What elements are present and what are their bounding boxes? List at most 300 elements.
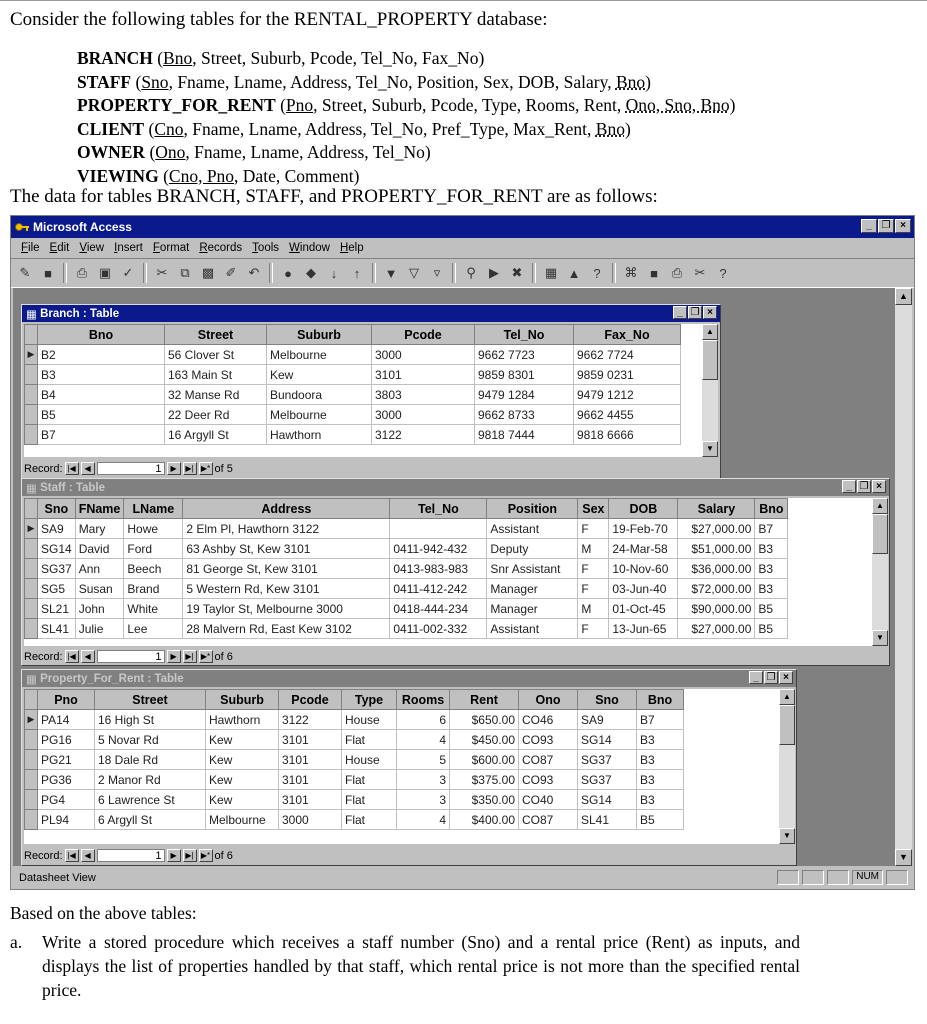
cell[interactable]: Assistant (487, 619, 578, 639)
row-selector[interactable] (25, 425, 38, 445)
property-grid (24, 689, 779, 844)
help-icon-2[interactable]: ? (719, 265, 727, 281)
record-number-input[interactable]: 1 (97, 462, 165, 475)
cell[interactable]: Kew (206, 750, 279, 770)
schema-row (77, 141, 735, 165)
cell[interactable]: Julie (75, 619, 124, 639)
cell[interactable]: 9662 8733 (475, 405, 574, 425)
cell[interactable]: B2 (38, 345, 165, 365)
record-number-input[interactable]: 1 (97, 650, 165, 663)
cell[interactable]: B3 (637, 730, 684, 750)
column-header-sex[interactable]: Sex (578, 499, 609, 519)
cell[interactable]: Flat (342, 810, 397, 830)
cell[interactable]: M (578, 599, 609, 619)
close-button[interactable]: × (895, 219, 911, 233)
cell[interactable]: 5 Novar Rd (95, 730, 206, 750)
column-header-tel-no[interactable]: Tel_No (390, 499, 487, 519)
column-header-address[interactable]: Address (183, 499, 390, 519)
app-title: Microsoft Access (33, 220, 132, 234)
paren: ) (624, 118, 631, 139)
restore-button[interactable]: ❐ (878, 219, 894, 233)
cell[interactable]: CO40 (519, 790, 578, 810)
cell[interactable]: 9479 1212 (574, 385, 681, 405)
cell[interactable]: Beech (124, 559, 183, 579)
new-record-nav-icon[interactable]: ▶* (199, 462, 213, 475)
cell[interactable]: 19-Feb-70 (609, 519, 678, 539)
cell[interactable]: 0411-942-432 (390, 539, 487, 559)
next-record-icon[interactable]: ▶ (167, 462, 181, 475)
cell[interactable]: $90,000.00 (678, 599, 755, 619)
filter-by-selection-icon[interactable]: ▼ (384, 265, 398, 281)
column-header-ono[interactable]: Ono (519, 690, 578, 710)
paste-icon[interactable]: ▩ (201, 265, 215, 280)
cell[interactable]: B5 (755, 619, 788, 639)
menu-records[interactable]: Records (199, 242, 243, 254)
column-header-fax-no[interactable]: Fax_No (574, 325, 681, 345)
property-close-button[interactable]: × (779, 671, 793, 684)
column-header-rooms[interactable]: Rooms (397, 690, 450, 710)
cell[interactable]: SG14 (578, 790, 637, 810)
top-rule (0, 0, 927, 1)
cell[interactable]: $350.00 (450, 790, 519, 810)
cell[interactable]: B3 (755, 579, 788, 599)
menu-insert[interactable]: Insert (114, 242, 143, 254)
cell[interactable]: 01-Oct-45 (609, 599, 678, 619)
cell[interactable]: 0413-983-983 (390, 559, 487, 579)
column-header-bno[interactable]: Bno (637, 690, 684, 710)
last-record-icon[interactable]: ▶| (183, 650, 197, 663)
row-selector[interactable] (25, 365, 38, 385)
column-header-salary[interactable]: Salary (678, 499, 755, 519)
cell[interactable]: B7 (38, 425, 165, 445)
scroll-up-arrow-icon[interactable]: ▲ (872, 498, 888, 514)
cell[interactable]: Susan (75, 579, 124, 599)
select-all-corner[interactable] (25, 690, 38, 710)
column-header-sno[interactable]: Sno (578, 690, 637, 710)
cell[interactable]: 0411-002-332 (390, 619, 487, 639)
undo-icon[interactable]: ↶ (248, 265, 260, 280)
property-minimize-button[interactable]: _ (749, 671, 763, 684)
primary-key: Bno (163, 48, 193, 68)
row-selector[interactable] (25, 579, 38, 599)
cell[interactable]: B3 (755, 539, 788, 559)
cell[interactable]: F (578, 619, 609, 639)
cell[interactable]: F (578, 559, 609, 579)
cell[interactable]: $51,000.00 (678, 539, 755, 559)
cell[interactable]: Manager (487, 579, 578, 599)
cell[interactable]: 3101 (279, 770, 342, 790)
cell[interactable]: Hawthorn (206, 710, 279, 730)
last-record-icon[interactable]: ▶| (183, 462, 197, 475)
cell[interactable]: F (578, 519, 609, 539)
previous-record-icon[interactable]: ◀ (81, 849, 95, 862)
cell[interactable]: B5 (637, 810, 684, 830)
row-selector[interactable] (25, 559, 38, 579)
first-record-icon[interactable]: |◀ (65, 650, 79, 663)
cell[interactable]: Melbourne (267, 405, 372, 425)
delete-record-icon[interactable]: ✖ (511, 265, 523, 280)
cell[interactable]: 163 Main St (165, 365, 267, 385)
cell[interactable]: 3101 (279, 730, 342, 750)
cell[interactable]: 9859 8301 (475, 365, 574, 385)
cell[interactable]: $650.00 (450, 710, 519, 730)
cell[interactable]: 24-Mar-58 (609, 539, 678, 559)
column-header-street[interactable]: Street (95, 690, 206, 710)
cell[interactable]: CO93 (519, 730, 578, 750)
cell[interactable]: Hawthorn (267, 425, 372, 445)
hyperlink-icon[interactable]: ● (284, 265, 292, 281)
first-record-icon[interactable]: |◀ (65, 462, 79, 475)
staff-minimize-button[interactable]: _ (842, 480, 856, 493)
cell[interactable] (390, 519, 487, 539)
cell[interactable]: $450.00 (450, 730, 519, 750)
cell[interactable]: 18 Dale Rd (95, 750, 206, 770)
scroll-down-arrow-icon[interactable]: ▼ (895, 849, 912, 866)
branch-window-title: Branch : Table (40, 307, 120, 320)
cell[interactable]: B3 (755, 559, 788, 579)
staff-window-titlebar (22, 479, 889, 496)
design-view-icon[interactable]: ✎ (19, 265, 31, 280)
cell[interactable]: SG14 (578, 730, 637, 750)
previous-record-icon[interactable]: ◀ (81, 462, 95, 475)
spelling-icon[interactable]: ✓ (122, 265, 134, 280)
staff-close-button[interactable]: × (872, 480, 886, 493)
cell[interactable]: 3803 (372, 385, 475, 405)
cell[interactable]: SG37 (578, 750, 637, 770)
column-header-pno[interactable]: Pno (38, 690, 95, 710)
cell[interactable]: $36,000.00 (678, 559, 755, 579)
cell[interactable]: B4 (38, 385, 165, 405)
cell[interactable]: B5 (755, 599, 788, 619)
cell[interactable]: 4 (397, 730, 450, 750)
scroll-up-arrow-icon[interactable]: ▲ (779, 689, 795, 705)
scroll-thumb[interactable] (872, 514, 888, 554)
cell[interactable]: SG5 (38, 579, 76, 599)
select-all-corner[interactable] (25, 325, 38, 345)
print-icon-2[interactable]: ⎙ (671, 265, 683, 280)
cell[interactable]: 81 George St, Kew 3101 (183, 559, 390, 579)
cell[interactable]: David (75, 539, 124, 559)
sort-ascending-icon[interactable]: ↓ (330, 265, 338, 281)
save-icon-2[interactable]: ■ (650, 265, 658, 281)
cell[interactable]: $400.00 (450, 810, 519, 830)
row-selector[interactable] (25, 619, 38, 639)
cell[interactable]: 0418-444-234 (390, 599, 487, 619)
cell[interactable]: F (578, 579, 609, 599)
menu-format[interactable]: Format (152, 242, 190, 254)
cell[interactable]: 03-Jun-40 (609, 579, 678, 599)
cell[interactable]: Kew (206, 730, 279, 750)
column-header-street[interactable]: Street (165, 325, 267, 345)
column-header-suburb[interactable]: Suburb (267, 325, 372, 345)
cut-icon[interactable]: ✂ (156, 265, 168, 280)
next-record-icon[interactable]: ▶ (167, 849, 181, 862)
cell[interactable]: 56 Clover St (165, 345, 267, 365)
scroll-down-arrow-icon[interactable]: ▼ (872, 630, 888, 646)
branch-close-button[interactable]: × (703, 306, 717, 319)
cell[interactable]: 3101 (279, 750, 342, 770)
cell[interactable]: PG36 (38, 770, 95, 790)
column-header-tel-no[interactable]: Tel_No (475, 325, 574, 345)
cell[interactable]: House (342, 710, 397, 730)
copy-icon[interactable]: ⧉ (180, 265, 190, 280)
print-preview-icon[interactable]: ▣ (98, 265, 112, 280)
menu-file[interactable]: File (21, 242, 40, 254)
cell[interactable]: SG14 (38, 539, 76, 559)
sort-descending-icon[interactable]: ↑ (353, 265, 361, 281)
cell[interactable]: Kew (206, 770, 279, 790)
scroll-thumb[interactable] (702, 340, 718, 380)
row-selector[interactable] (25, 730, 38, 750)
help-icon[interactable]: ? (593, 265, 601, 281)
scroll-up-arrow-icon[interactable]: ▲ (895, 288, 912, 305)
cell[interactable]: White (124, 599, 183, 619)
cell[interactable]: 19 Taylor St, Melbourne 3000 (183, 599, 390, 619)
cell[interactable]: $72,000.00 (678, 579, 755, 599)
row-selector[interactable] (25, 599, 38, 619)
cell[interactable]: 9818 7444 (475, 425, 574, 445)
cell[interactable]: House (342, 750, 397, 770)
previous-record-icon[interactable]: ◀ (81, 650, 95, 663)
column-header-suburb[interactable]: Suburb (206, 690, 279, 710)
cell[interactable]: $27,000.00 (678, 519, 755, 539)
new-record-icon[interactable]: ▶ (489, 265, 499, 280)
cell[interactable]: Ann (75, 559, 124, 579)
menu-view[interactable]: View (79, 242, 105, 254)
column-header-pcode[interactable]: Pcode (372, 325, 475, 345)
cell[interactable]: CO46 (519, 710, 578, 730)
toolbar-separator (452, 263, 456, 283)
save-icon[interactable]: ■ (44, 265, 52, 281)
column-header-fname[interactable]: FName (75, 499, 124, 519)
cell[interactable]: 3 (397, 770, 450, 790)
property-sheet-icon[interactable]: ⌘ (624, 265, 638, 280)
cell[interactable]: CO93 (519, 770, 578, 790)
cell[interactable]: SL41 (578, 810, 637, 830)
current-record-icon[interactable]: ▶ (25, 710, 38, 730)
cell[interactable]: PG16 (38, 730, 95, 750)
cell[interactable]: 9662 7723 (475, 345, 574, 365)
new-record-nav-icon[interactable]: ▶* (199, 849, 213, 862)
new-record-nav-icon[interactable]: ▶* (199, 650, 213, 663)
cell[interactable]: 3000 (279, 810, 342, 830)
cut-icon-2[interactable]: ✂ (694, 265, 706, 280)
cell[interactable]: $375.00 (450, 770, 519, 790)
cell[interactable]: CO87 (519, 810, 578, 830)
cell[interactable]: Deputy (487, 539, 578, 559)
table-row (25, 599, 788, 619)
cell[interactable]: 5 Western Rd, Kew 3101 (183, 579, 390, 599)
web-toolbar-icon[interactable]: ◆ (306, 265, 316, 280)
header-row (25, 690, 684, 710)
last-record-icon[interactable]: ▶| (183, 849, 197, 862)
cell[interactable]: Flat (342, 770, 397, 790)
apply-filter-icon[interactable]: ▿ (433, 265, 441, 280)
cell[interactable]: 2 Manor Rd (95, 770, 206, 790)
cell[interactable]: 22 Deer Rd (165, 405, 267, 425)
toolbar-separator (143, 263, 147, 283)
cell[interactable]: $27,000.00 (678, 619, 755, 639)
cell[interactable]: SG37 (38, 559, 76, 579)
cell[interactable]: 16 High St (95, 710, 206, 730)
format-painter-icon[interactable]: ✐ (225, 265, 237, 280)
scroll-down-arrow-icon[interactable]: ▼ (702, 441, 718, 457)
cell[interactable]: B7 (755, 519, 788, 539)
column-header-position[interactable]: Position (487, 499, 578, 519)
cell[interactable]: 63 Ashby St, Kew 3101 (183, 539, 390, 559)
cell[interactable]: B3 (637, 750, 684, 770)
row-selector[interactable] (25, 810, 38, 830)
cell[interactable]: 3101 (372, 365, 475, 385)
cell[interactable]: 3122 (372, 425, 475, 445)
select-all-corner[interactable] (25, 499, 38, 519)
row-selector[interactable] (25, 405, 38, 425)
question-a (10, 930, 800, 1002)
scroll-down-arrow-icon[interactable]: ▼ (779, 828, 795, 844)
cell[interactable]: SL21 (38, 599, 76, 619)
cell[interactable]: 32 Manse Rd (165, 385, 267, 405)
menu-bar (11, 238, 914, 259)
scroll-up-arrow-icon[interactable]: ▲ (702, 324, 718, 340)
cell[interactable]: 9662 4455 (574, 405, 681, 425)
column-header-rent[interactable]: Rent (450, 690, 519, 710)
cell[interactable]: 2 Elm Pl, Hawthorn 3122 (183, 519, 390, 539)
property-restore-button[interactable]: ❐ (764, 671, 778, 684)
row-selector[interactable] (25, 770, 38, 790)
cell[interactable]: Flat (342, 730, 397, 750)
cell[interactable]: 3101 (279, 790, 342, 810)
cell[interactable]: Manager (487, 599, 578, 619)
column-header-pcode[interactable]: Pcode (279, 690, 342, 710)
cell[interactable]: 3122 (279, 710, 342, 730)
cell[interactable]: PG4 (38, 790, 95, 810)
attributes: , Street, Suburb, Pcode, Type, Rooms, Rent, (313, 95, 626, 115)
cell[interactable]: 3000 (372, 345, 475, 365)
cell[interactable]: SL41 (38, 619, 76, 639)
cell[interactable]: Assistant (487, 519, 578, 539)
column-header-bno[interactable]: Bno (38, 325, 165, 345)
cell[interactable]: 3 (397, 790, 450, 810)
cell[interactable]: Lee (124, 619, 183, 639)
cell[interactable]: SG37 (578, 770, 637, 790)
branch-minimize-button[interactable]: _ (673, 306, 687, 319)
record-number-input[interactable]: 1 (97, 849, 165, 862)
find-icon[interactable]: ⚲ (466, 265, 476, 280)
cell[interactable]: 9859 0231 (574, 365, 681, 385)
column-header-sno[interactable]: Sno (38, 499, 76, 519)
cell[interactable]: John (75, 599, 124, 619)
row-selector[interactable] (25, 750, 38, 770)
cell[interactable]: SA9 (38, 519, 76, 539)
row-selector[interactable] (25, 385, 38, 405)
minimize-button[interactable]: _ (861, 219, 877, 233)
cell[interactable]: B3 (637, 790, 684, 810)
column-header-bno[interactable]: Bno (755, 499, 788, 519)
record-count: of 6 (214, 849, 233, 862)
column-header-dob[interactable]: DOB (609, 499, 678, 519)
schema-row (77, 47, 735, 71)
menu-window[interactable]: Window (289, 242, 330, 254)
next-record-icon[interactable]: ▶ (167, 650, 181, 663)
cell[interactable]: Howe (124, 519, 183, 539)
first-record-icon[interactable]: |◀ (65, 849, 79, 862)
cell[interactable]: 16 Argyll St (165, 425, 267, 445)
property-vertical-scrollbar[interactable] (779, 689, 795, 844)
row-selector[interactable] (25, 539, 38, 559)
cell[interactable]: 9479 1284 (475, 385, 574, 405)
cell[interactable]: Brand (124, 579, 183, 599)
filter-by-form-icon[interactable]: ▽ (409, 265, 419, 280)
cell[interactable]: Bundoora (267, 385, 372, 405)
cell[interactable]: 9662 7724 (574, 345, 681, 365)
staff-restore-button[interactable]: ❐ (857, 480, 871, 493)
cell[interactable]: Melbourne (267, 345, 372, 365)
menu-tools[interactable]: Tools (252, 242, 280, 254)
branch-restore-button[interactable]: ❐ (688, 306, 702, 319)
cell[interactable]: SA9 (578, 710, 637, 730)
cell[interactable]: PA14 (38, 710, 95, 730)
cell[interactable]: PG21 (38, 750, 95, 770)
cell[interactable]: Melbourne (206, 810, 279, 830)
cell[interactable]: $600.00 (450, 750, 519, 770)
cell[interactable]: 6 Argyll St (95, 810, 206, 830)
cell[interactable]: 28 Malvern Rd, East Kew 3102 (183, 619, 390, 639)
main-vertical-scrollbar[interactable] (895, 288, 912, 866)
cell[interactable]: B3 (38, 365, 165, 385)
cell[interactable]: Mary (75, 519, 124, 539)
schema-row (77, 71, 735, 95)
menu-help[interactable]: Help (339, 242, 364, 254)
cell[interactable]: 9818 6666 (574, 425, 681, 445)
primary-key: Cno, Pno (168, 165, 235, 186)
cell[interactable]: PL94 (38, 810, 95, 830)
cell[interactable]: Ford (124, 539, 183, 559)
cell[interactable]: M (578, 539, 609, 559)
new-object-icon[interactable]: ▲ (567, 265, 581, 281)
branch-vertical-scrollbar[interactable] (702, 324, 718, 457)
cell[interactable]: 0411-412-242 (390, 579, 487, 599)
menu-edit[interactable]: Edit (49, 242, 70, 254)
cell[interactable]: Flat (342, 790, 397, 810)
cell[interactable]: Kew (267, 365, 372, 385)
cell[interactable]: 13-Jun-65 (609, 619, 678, 639)
app-titlebar (11, 216, 914, 238)
column-header-type[interactable]: Type (342, 690, 397, 710)
cell[interactable]: 6 Lawrence St (95, 790, 206, 810)
current-record-icon[interactable]: ▶ (25, 345, 38, 365)
database-window-icon[interactable]: ▦ (544, 265, 558, 280)
print-icon[interactable]: ⎙ (76, 265, 88, 280)
cell[interactable]: 4 (397, 810, 450, 830)
cell[interactable]: 10-Nov-60 (609, 559, 678, 579)
row-selector[interactable] (25, 790, 38, 810)
paren: ( (275, 95, 286, 115)
cell[interactable]: B3 (637, 770, 684, 790)
scroll-thumb[interactable] (779, 705, 795, 745)
cell[interactable]: Snr Assistant (487, 559, 578, 579)
staff-vertical-scrollbar[interactable] (872, 498, 888, 646)
cell[interactable]: CO87 (519, 750, 578, 770)
cell[interactable]: 6 (397, 710, 450, 730)
cell[interactable]: B5 (38, 405, 165, 425)
cell[interactable]: 5 (397, 750, 450, 770)
cell[interactable]: 3000 (372, 405, 475, 425)
cell[interactable]: Kew (206, 790, 279, 810)
column-header-lname[interactable]: LName (124, 499, 183, 519)
record-count: of 5 (214, 462, 233, 475)
cell[interactable]: B7 (637, 710, 684, 730)
current-record-icon[interactable]: ▶ (25, 519, 38, 539)
